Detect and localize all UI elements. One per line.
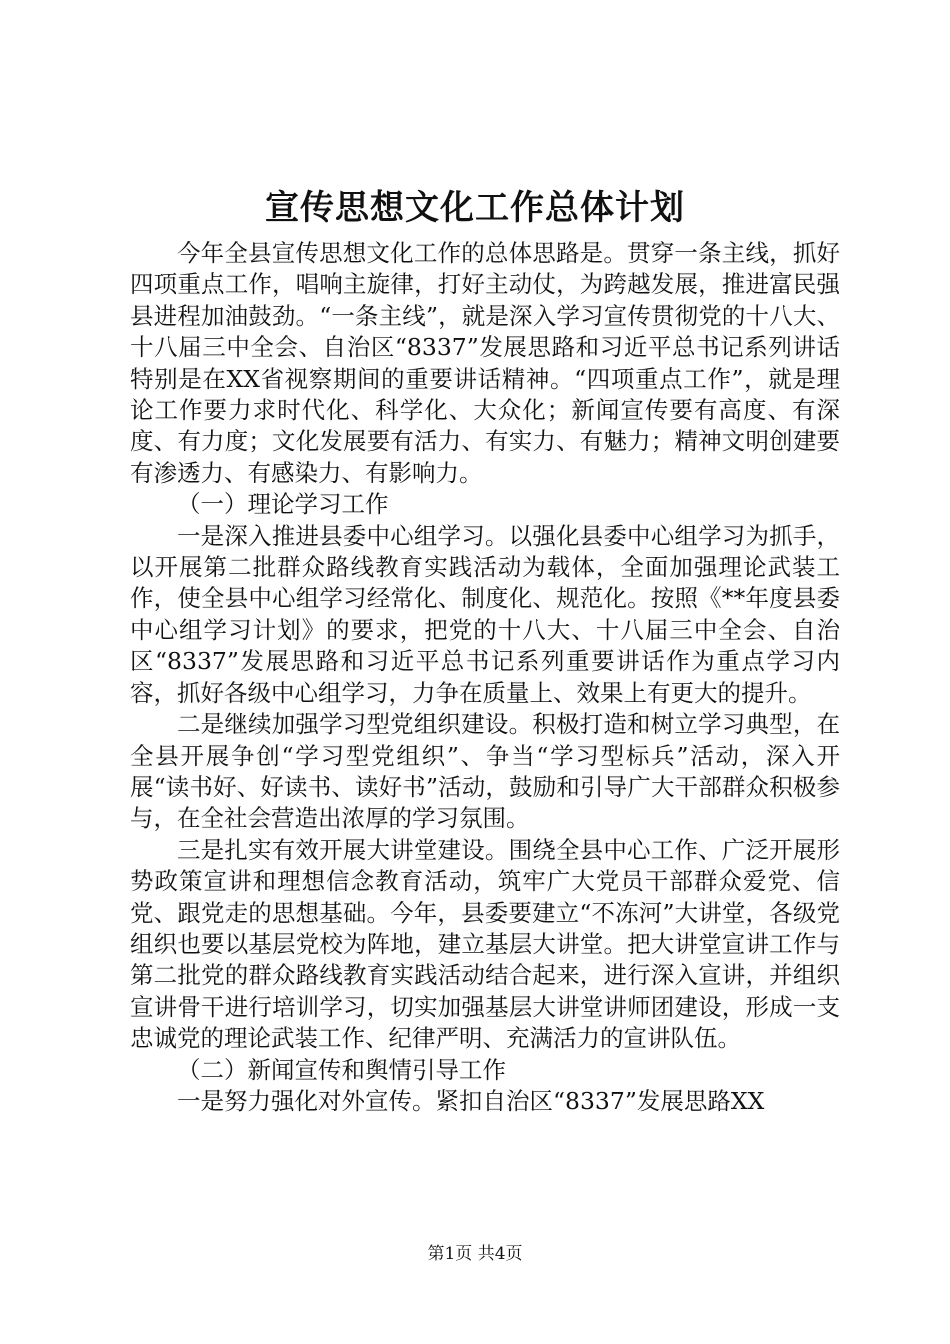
page-footer: 第1页 共4页 — [427, 1244, 523, 1264]
body-paragraph-lecture-hall: 三是扎实有效开展大讲堂建设。围绕全县中心工作、广泛开展形势政策宣讲和理想信念教育活动，筑牢广大党员干部群众爱党、信党、跟党走的思想基础。今年，县委要建立“不冻河”大讲堂，各级党组织也要以基层党校为阵地，建立基层大讲堂。把大讲堂宣讲工作与第二批党的群众路线教育实践活动结合起来，进行深入宣讲，并组织宣讲骨干进行培训学习，切实加强基层大讲堂讲师团建设，形成一支忠诚党的理论武装工作、纪律严明、充满活力的宣讲队伍。 — [130, 835, 840, 1053]
section-heading-news-publicity: （二）新闻宣传和舆情引导工作 — [177, 1055, 506, 1084]
body-paragraph-external-publicity: 一是努力强化对外宣传。紧扣自治区“8337”发展思路XX — [177, 1086, 765, 1115]
document-title: 宣传思想文化工作总体计划 — [265, 188, 685, 228]
body-paragraph-central-group-study: 一是深入推进县委中心组学习。以强化县委中心组学习为抓手，以开展第二批群众路线教育实践活动为载体，全面加强理论武装工作，使全县中心组学习经常化、制度化、规范化。按照《**年度县委中心组学习计划》的要求，把党的十八大、十八届三中全会、自治区“8337”发展思路和习近平总书记系列重要讲话作为重点学习内容，抓好各级中心组学习，力争在质量上、效果上有更大的提升。 — [130, 521, 840, 707]
body-paragraph-learning-party-organization: 二是继续加强学习型党组织建设。积极打造和树立学习典型，在全县开展争创“学习型党组织”、争当“学习型标兵”活动，深入开展“读书好、好读书、读好书”活动，鼓励和引导广大干部群众积极参与，在全社会营造出浓厚的学习氛围。 — [130, 710, 840, 833]
intro-paragraph: 今年全县宣传思想文化工作的总体思路是。贯穿一条主线，抓好四项重点工作，唱响主旋律，打好主动仗，为跨越发展，推进富民强县进程加油鼓劲。“一条主线”，就是深入学习宣传贯彻党的十八大、十八届三中全会、自治区“8337”发展思路和习近平总书记系列讲话特别是在XX省视察期间的重要讲话精神。“四项重点工作”，就是理论工作要力求时代化、科学化、大众化；新闻宣传要有高度、有深度、有力度；文化发展要有活力、有实力、有魅力；精神文明创建要有渗透力、有感染力、有影响力。 — [130, 239, 840, 487]
document-body — [130, 238, 840, 1117]
section-heading-theory-study: （一）理论学习工作 — [177, 490, 389, 519]
